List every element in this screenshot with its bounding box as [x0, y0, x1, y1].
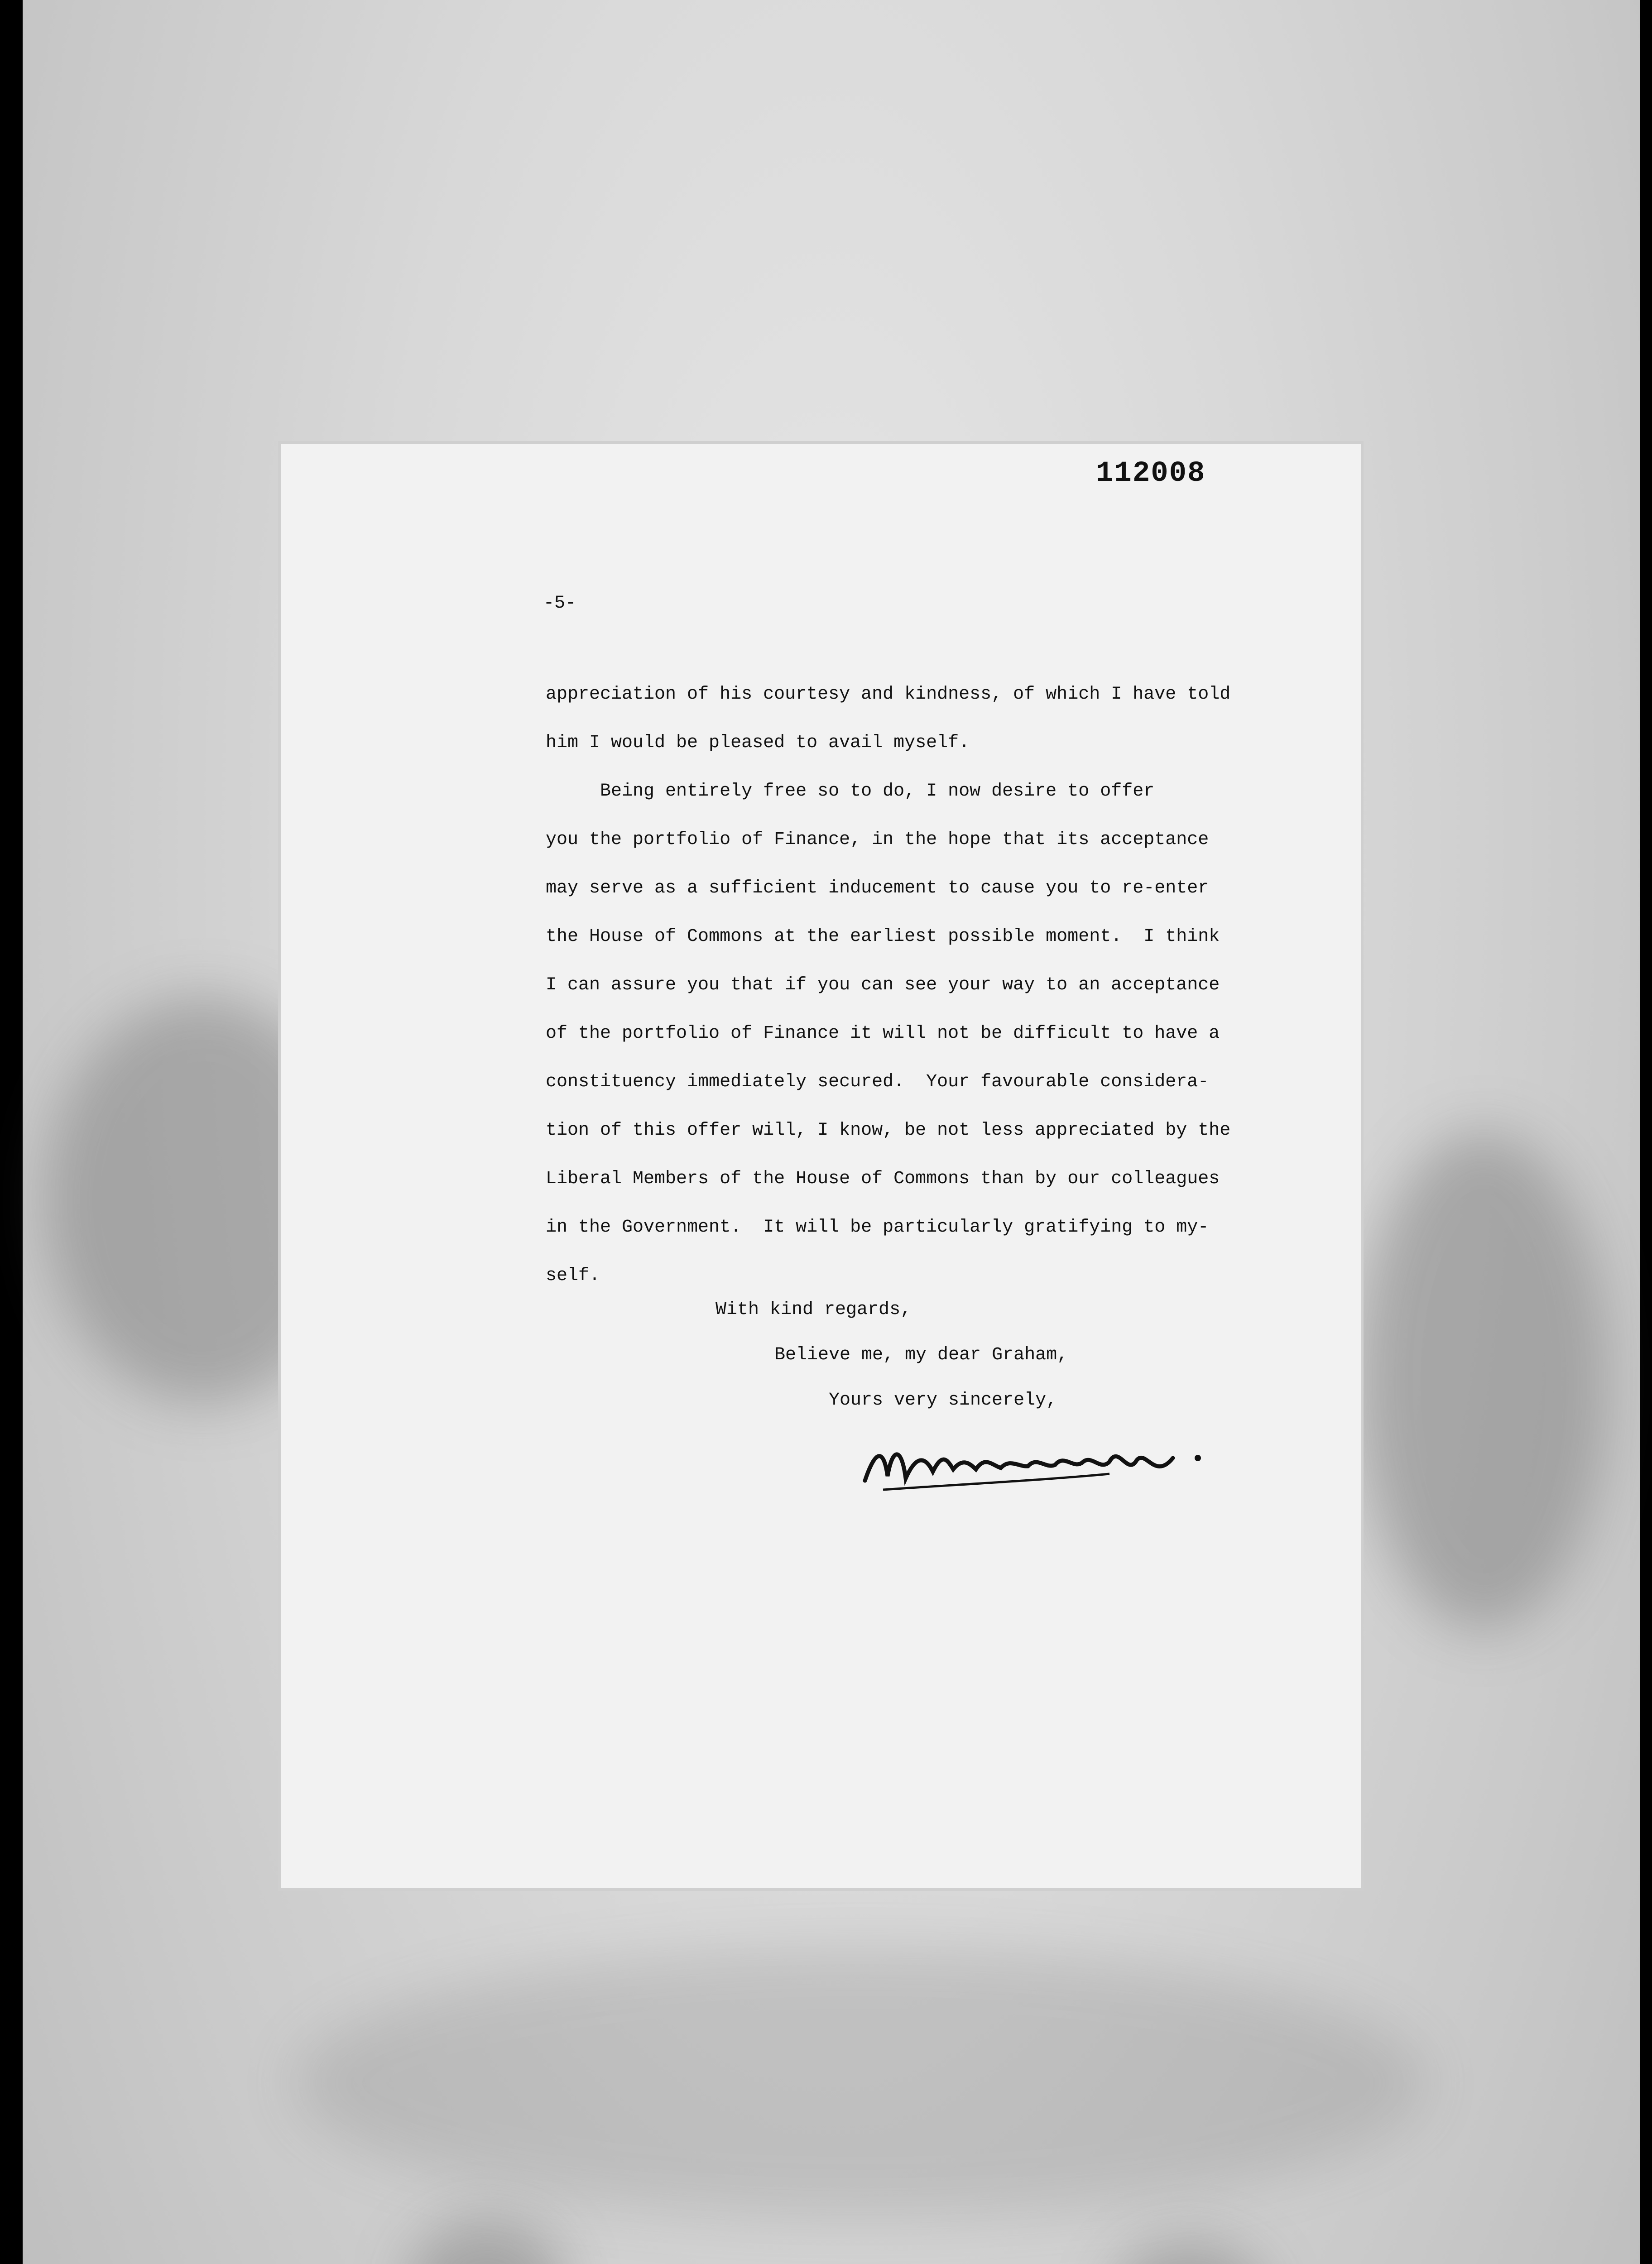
- body-line: Liberal Members of the House of Commons than by our colleagues: [546, 1169, 1220, 1189]
- closing-believe: Believe me, my dear Graham,: [774, 1345, 1068, 1365]
- body-line: the House of Commons at the earliest possible moment. I think: [546, 926, 1220, 947]
- body-line: you the portfolio of Finance, in the hope that its acceptance: [546, 830, 1209, 850]
- body-line: constituency immediately secured. Your favourable considera-: [546, 1072, 1209, 1092]
- body-line: tion of this offer will, I know, be not less appreciated by the: [546, 1120, 1231, 1141]
- body-line: I can assure you that if you can see your way to an acceptance: [546, 975, 1220, 995]
- closing-sincerely: Yours very sincerely,: [829, 1390, 1057, 1410]
- document-number: 112008: [1096, 457, 1206, 490]
- body-line: Being entirely free so to do, I now desire to offer: [546, 781, 1155, 801]
- signature: [856, 1426, 1227, 1503]
- body-line: in the Government. It will be particularly gratifying to my-: [546, 1217, 1209, 1238]
- letter-page: [281, 444, 1361, 1888]
- body-line: appreciation of his courtesy and kindness, of which I have told: [546, 684, 1231, 705]
- body-line: self.: [546, 1266, 600, 1286]
- smudge: [1359, 1132, 1608, 1630]
- page-marker: -5-: [543, 593, 576, 614]
- smudge: [1109, 2241, 1268, 2264]
- body-line: of the portfolio of Finance it will not be difficult to have a: [546, 1023, 1220, 1044]
- body-line: may serve as a sufficient inducement to cause you to re-enter: [546, 878, 1209, 898]
- smudge: [408, 2219, 566, 2264]
- letter-body: [546, 670, 1270, 1300]
- smudge: [294, 1947, 1426, 2219]
- closing-regards: With kind regards,: [716, 1300, 912, 1320]
- body-line: him I would be pleased to avail myself.: [546, 733, 970, 753]
